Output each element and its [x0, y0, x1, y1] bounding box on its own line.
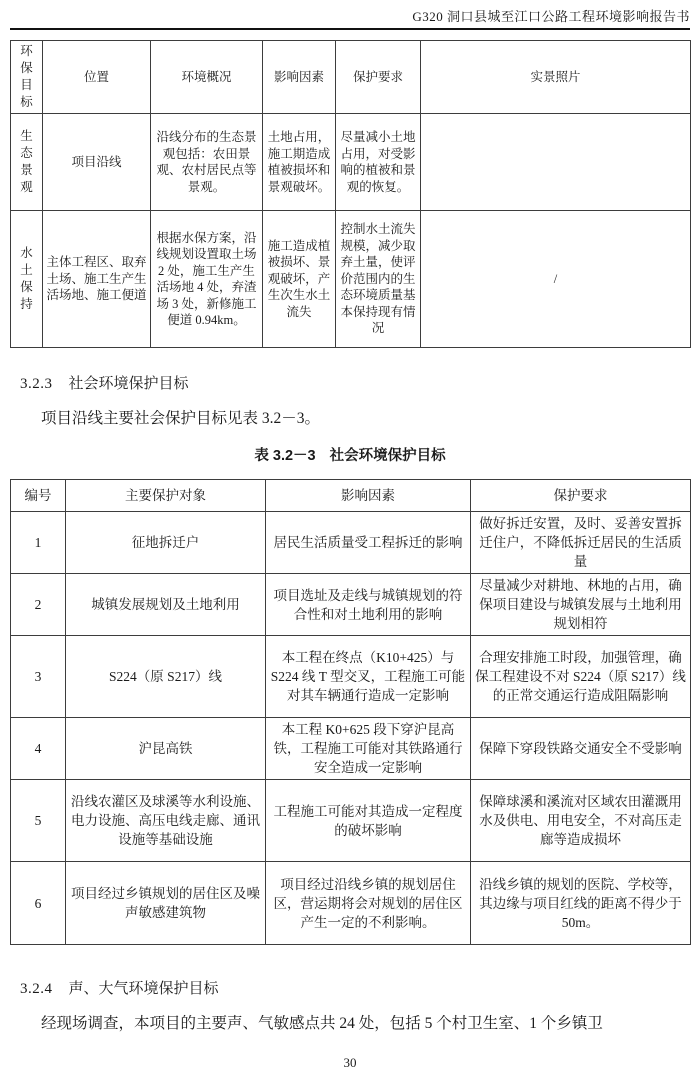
col-header-overview: 环境概况 [151, 41, 263, 114]
table-header-row [11, 41, 691, 114]
cell-object: 沪昆高铁 [66, 718, 266, 780]
col-header-target: 环保目标 [11, 41, 43, 114]
section-title: 声、大气环境保护目标 [68, 981, 219, 997]
section-paragraph-3-2-3: 项目沿线主要社会保护目标见表 3.2－3。 [41, 410, 321, 427]
table-caption-title: 社会环境保护目标 [329, 448, 446, 464]
cell-location: 项目沿线 [43, 114, 151, 211]
cell-impact: 项目选址及走线与城镇规划的符合性和对土地利用的影响 [266, 574, 471, 636]
cell-photo: / [421, 211, 691, 348]
cell-location: 主体工程区、取弃土场、施工生产生活场地、施工便道 [43, 211, 151, 348]
cell-requirement: 控制水土流失规模，减少取弃土量，使评价范围内的生态环境质量基本保持现有情况 [336, 211, 421, 348]
social-protection-table [10, 479, 691, 945]
cell-no: 6 [11, 862, 66, 945]
cell-requirement: 尽量减少对耕地、林地的占用，确保项目建设与城镇发展与土地利用规划相符 [471, 574, 691, 636]
cell-no: 2 [11, 574, 66, 636]
cell-photo [421, 114, 691, 211]
col-header-impact: 影响因素 [266, 480, 471, 512]
table-row [11, 574, 691, 636]
cell-requirement: 做好拆迁安置，及时、妥善安置拆迁住户，不降低拆迁居民的生活质量 [471, 512, 691, 574]
table-caption-label: 表 3.2－3 [254, 448, 316, 464]
cell-overview: 沿线分布的生态景观包括：农田景观、农村居民点等景观。 [151, 114, 263, 211]
col-header-no: 编号 [11, 480, 66, 512]
section-heading-3-2-4 [10, 979, 690, 999]
header-title: G320 洞口县城至江口公路工程环境影响报告书 [412, 9, 690, 24]
table-row [11, 780, 691, 862]
cell-overview: 根据水保方案，沿线规划设置取土场 2 处，施工生产生活场地 4 处，弃渣场 3 处，新修施工便道 0.94km。 [151, 211, 263, 348]
cell-object: 征地拆迁户 [66, 512, 266, 574]
table-header-row [11, 480, 691, 512]
cell-impact: 土地占用，施工期造成植被损坏和景观破坏。 [263, 114, 336, 211]
eco-protection-table [10, 40, 691, 348]
cell-object: 城镇发展规划及土地利用 [66, 574, 266, 636]
cell-impact: 本工程在终点（K10+425）与 S224 线 T 型交叉，工程施工可能对其车辆通行造成一定影响 [266, 636, 471, 718]
table-caption [10, 446, 690, 466]
cell-no: 1 [11, 512, 66, 574]
cell-target: 生态景观 [11, 114, 43, 211]
section-paragraph-3-2-4: 经现场调查，本项目的主要声、气敏感点共 24 处，包括 5 个村卫生室、1 个乡镇卫 [41, 1015, 603, 1032]
cell-impact: 施工造成植被损坏、景观破坏，产生次生水土流失 [263, 211, 336, 348]
table-row [11, 862, 691, 945]
cell-impact: 本工程 K0+625 段下穿沪昆高铁，工程施工可能对其铁路通行安全造成一定影响 [266, 718, 471, 780]
col-header-location: 位置 [43, 41, 151, 114]
table-row [11, 512, 691, 574]
cell-impact: 工程施工可能对其造成一定程度的破坏影响 [266, 780, 471, 862]
table-row [11, 718, 691, 780]
section-number: 3.2.4 [20, 981, 53, 997]
cell-requirement: 保障下穿段铁路交通安全不受影响 [471, 718, 691, 780]
cell-object: 项目经过乡镇规划的居住区及噪声敏感建筑物 [66, 862, 266, 945]
section-heading-3-2-3 [10, 374, 690, 394]
table-row [11, 211, 691, 348]
cell-no: 5 [11, 780, 66, 862]
cell-object: S224（原 S217）线 [66, 636, 266, 718]
cell-no: 4 [11, 718, 66, 780]
col-header-requirement: 保护要求 [336, 41, 421, 114]
section-title: 社会环境保护目标 [68, 376, 189, 392]
cell-impact: 居民生活质量受工程拆迁的影响 [266, 512, 471, 574]
page-header [10, 0, 690, 30]
col-header-object: 主要保护对象 [66, 480, 266, 512]
col-header-impact: 影响因素 [263, 41, 336, 114]
cell-impact: 项目经过沿线乡镇的规划居住区，营运期将会对规划的居住区产生一定的不利影响。 [266, 862, 471, 945]
section-number: 3.2.3 [20, 376, 53, 392]
cell-target: 水土保持 [11, 211, 43, 348]
cell-requirement: 沿线乡镇的规划的医院、学校等，其边缘与项目红线的距离不得少于 50m。 [471, 862, 691, 945]
col-header-photo: 实景照片 [421, 41, 691, 114]
cell-requirement: 尽量减小土地占用，对受影响的植被和景观的恢复。 [336, 114, 421, 211]
col-header-requirement: 保护要求 [471, 480, 691, 512]
cell-object: 沿线农灌区及球溪等水利设施、电力设施、高压电线走廊、通讯设施等基础设施 [66, 780, 266, 862]
cell-no: 3 [11, 636, 66, 718]
cell-requirement: 保障球溪和溪流对区域农田灌溉用水及供电、用电安全，不对高压走廊等造成损坏 [471, 780, 691, 862]
table-row [11, 114, 691, 211]
cell-requirement: 合理安排施工时段，加强管理，确保工程建设不对 S224（原 S217）线的正常交通运行造成阻隔影响 [471, 636, 691, 718]
table-row [11, 636, 691, 718]
page-number: 30 [343, 1055, 357, 1070]
